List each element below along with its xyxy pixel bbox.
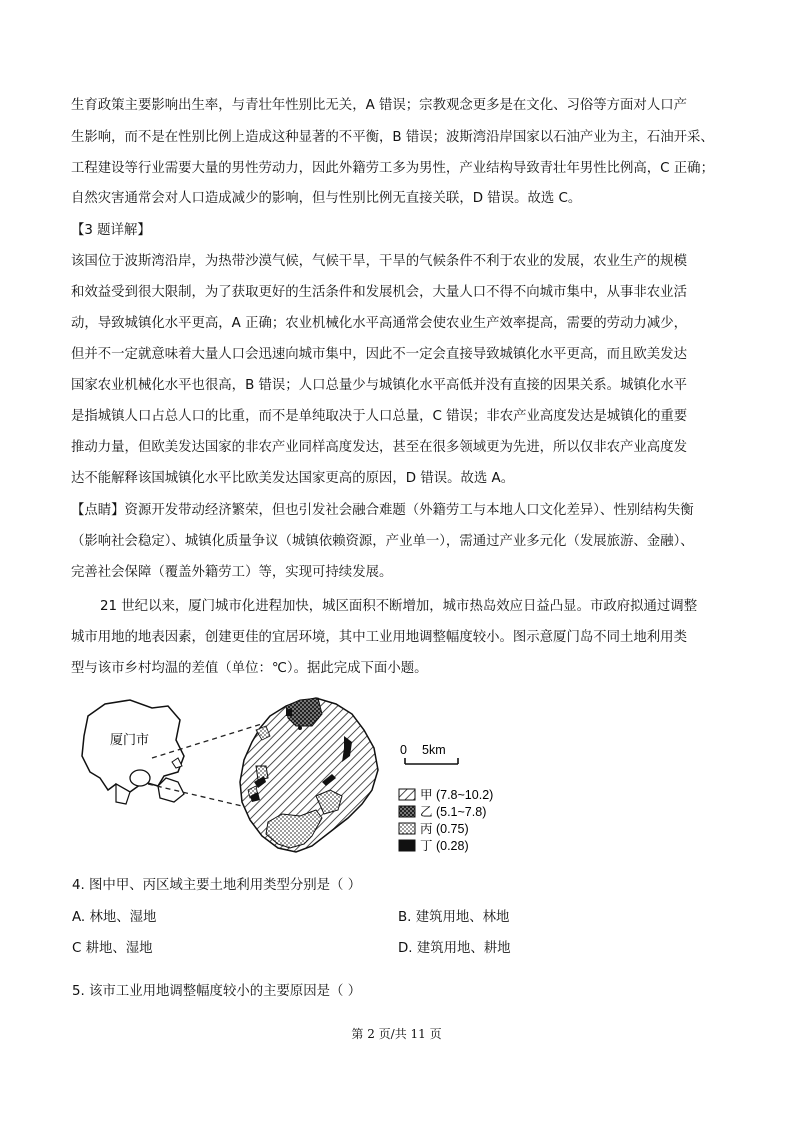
dianjing-line: （影响社会稳定）、城镇化质量争议（城镇依赖资源，产业单一），需通过产业多元化（发展旅游、金融）、 xyxy=(71,534,694,549)
dianjing-line: 完善社会保障（覆盖外籍劳工）等，实现可持续发展。 xyxy=(71,565,393,580)
section-header: 【3 题详解】 xyxy=(71,223,151,238)
question-5-stem: 5. 该市工业用地调整幅度较小的主要原因是（ ） xyxy=(72,984,362,999)
answer-line: 国家农业机械化水平也很高，B 错误；人口总量少与城镇化水平高低并没有直接的因果关系。城镇化水平 xyxy=(71,378,688,393)
answer-line: 和效益受到很大限制，为了获取更好的生活条件和发展机会，大量人口不得不向城市集中，从事非农业活 xyxy=(71,285,687,300)
intro-line: 21 世纪以来，厦门城市化进程加快，城区面积不断增加，城市热岛效应日益凸显。市政府拟通过调整 xyxy=(100,599,698,614)
city-label: 厦门市 xyxy=(110,733,150,748)
answer-line: 达不能解释该国城镇化水平比欧美发达国家更高的原因，D 错误。故选 A。 xyxy=(71,471,515,486)
answer-line: 该国位于波斯湾沿岸，为热带沙漠气候，气候干旱，干旱的气候条件不利于农业的发展，农业生产的规模 xyxy=(71,254,687,269)
answer-line: 是指城镇人口占总人口的比重，而不是单纯取决于人口总量，C 错误；非农产业高度发达是城镇化的重要 xyxy=(71,409,688,424)
answer-line: 生育政策主要影响出生率，与青壮年性别比无关，A 错误；宗教观念更多是在文化、习俗等方面对人口产 xyxy=(71,98,687,113)
question-4-stem: 4. 图中甲、丙区域主要土地利用类型分别是（ ） xyxy=(72,878,362,893)
legend-label-ding: 丁 (0.28) xyxy=(420,839,469,853)
legend-swatch-ding xyxy=(399,840,415,851)
question-4-option-c[interactable]: C 耕地、湿地 xyxy=(72,941,153,956)
scale-zero: 0 xyxy=(400,743,407,757)
question-4-option-d[interactable]: D. 建筑用地、耕地 xyxy=(398,941,511,956)
legend-label-bing: 丙 (0.75) xyxy=(420,822,469,836)
intro-line: 型与该市乡村均温的差值（单位：℃）。据此完成下面小题。 xyxy=(71,661,428,676)
legend xyxy=(399,788,493,853)
answer-line: 推动力量，但欧美发达国家的非农产业同样高度发达，甚至在很多领域更为先进，所以仅非农产业高度发 xyxy=(71,440,687,455)
intro-line: 城市用地的地表因素，创建更佳的宜居环境，其中工业用地调整幅度较小。图示意厦门岛不同土地利用类 xyxy=(71,630,687,645)
answer-line: 工程建设等行业需要大量的男性劳动力，因此外籍劳工多为男性，产业结构导致青壮年男性比例高，C 正确； xyxy=(71,161,714,176)
dianjing-line: 【点睛】资源开发带动经济繁荣，但也引发社会融合难题（外籍劳工与本地人口文化差异）、性别结构失衡 xyxy=(71,503,694,518)
question-4-option-b[interactable]: B. 建筑用地、林地 xyxy=(398,910,510,925)
xiamen-map-figure xyxy=(60,686,540,866)
scale-bar xyxy=(405,758,458,764)
legend-label-jia: 甲 (7.8~10.2) xyxy=(420,788,494,802)
legend-swatch-bing xyxy=(399,823,415,834)
question-4-option-a[interactable]: A. 林地、湿地 xyxy=(72,910,157,925)
legend-swatch-yi xyxy=(399,806,415,817)
answer-line: 自然灾害通常会对人口造成减少的影响，但与性别比例无直接关联，D 错误。故选 C。 xyxy=(71,191,582,206)
answer-line: 但并不一定就意味着大量人口会迅速向城市集中，因此不一定会直接导致城镇化水平更高，而且欧美发达 xyxy=(71,347,687,362)
answer-line: 生影响，而不是在性别比例上造成这种显著的不平衡，B 错误；波斯湾沿岸国家以石油产业为主，石油开采、 xyxy=(71,130,714,145)
legend-label-yi: 乙 (5.1~7.8) xyxy=(420,805,487,819)
xiamen-island xyxy=(240,698,378,852)
answer-line: 动，导致城镇化水平更高，A 正确；农业机械化水平高通常会使农业生产效率提高，需要的劳动力减少， xyxy=(71,316,687,331)
page-footer: 第 2 页/共 11 页 xyxy=(351,1027,442,1041)
legend-swatch-jia xyxy=(399,789,415,800)
scale-km: 5km xyxy=(422,743,446,757)
